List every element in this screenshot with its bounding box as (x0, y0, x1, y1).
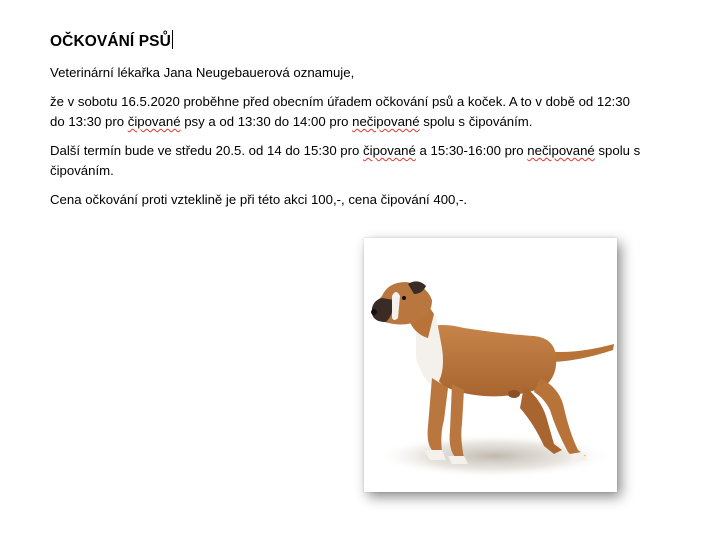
greeting-paragraph[interactable]: Veterinární lékařka Jana Neugebauerová oznamuje, (50, 65, 355, 80)
dog-illustration (364, 238, 617, 492)
dog-eye (402, 296, 406, 300)
spellcheck-word[interactable]: nečipované (527, 143, 595, 158)
spellcheck-word[interactable]: čipované (127, 114, 181, 129)
document-title[interactable]: OČKOVÁNÍ PSŮ (50, 33, 171, 50)
spellcheck-word[interactable]: čipované (363, 143, 416, 158)
text-run: a 15:30-16:00 pro (415, 143, 528, 158)
dog-photo[interactable] (364, 238, 617, 492)
dog-front-leg-right (450, 384, 464, 458)
dog-belly-detail (508, 390, 520, 398)
text-run: psy a od 13:30 do 14:00 pro (180, 114, 353, 129)
next-date-paragraph[interactable] (50, 141, 648, 181)
text-run: Další termín bude ve středu 20.5. od 14 do 15:30 pro (50, 143, 364, 158)
schedule-paragraph[interactable] (50, 92, 648, 132)
text-run: že v sobotu 16.5.2020 proběhne před obecním úřadem očkování psů a koček. A to v době od 12:30 do 13:30 pro (50, 94, 630, 129)
text-cursor (172, 30, 173, 49)
document-body[interactable] (50, 30, 650, 219)
spellcheck-word[interactable]: nečipované (352, 114, 420, 129)
dog-nose (371, 309, 377, 315)
text-run: spolu s čipováním. (419, 114, 533, 129)
price-paragraph[interactable]: Cena očkování proti vzteklině je při této akci 100,-, cena čipování 400,-. (50, 192, 468, 207)
text-run: spolu s čipováním. (50, 143, 641, 178)
